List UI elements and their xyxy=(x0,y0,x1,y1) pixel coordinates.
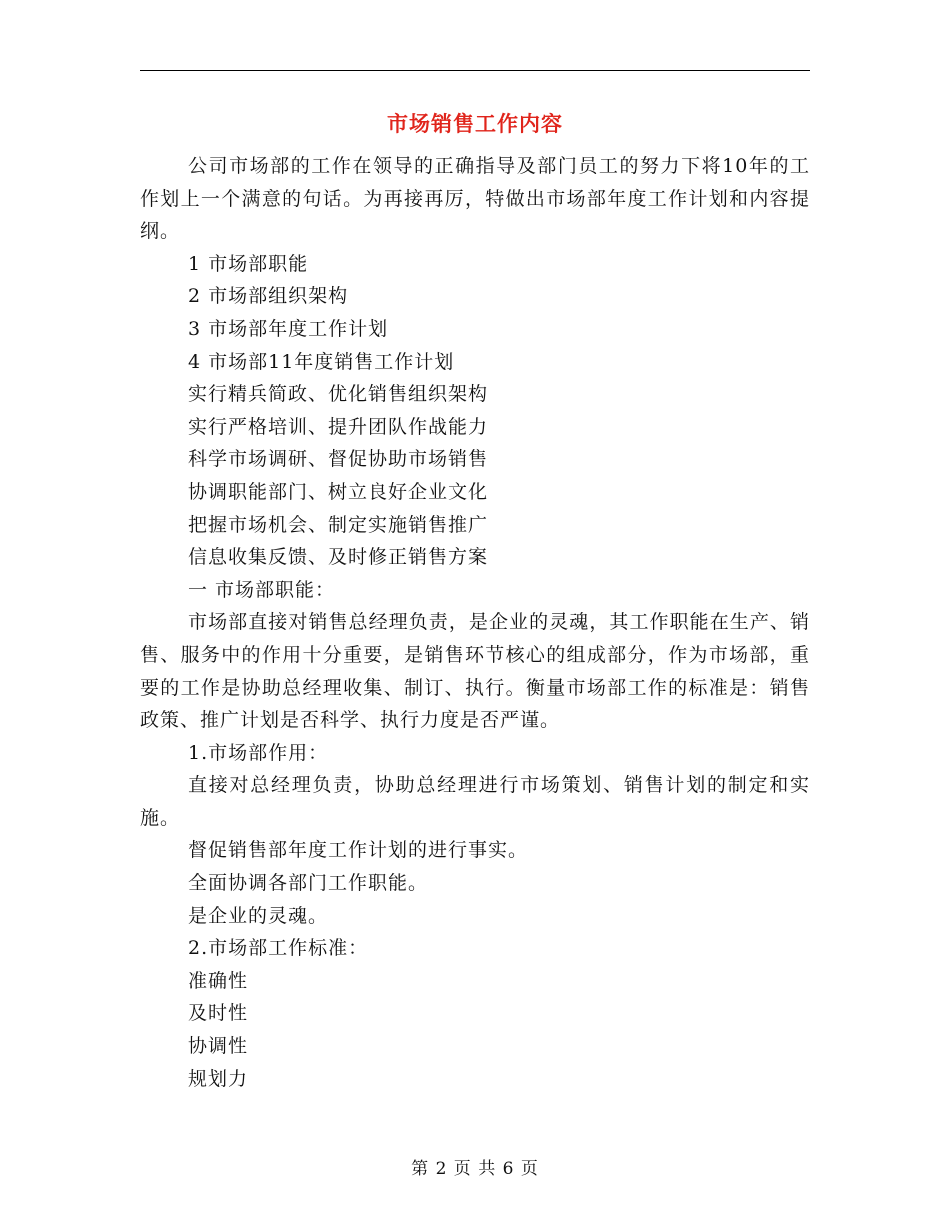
subsection-line: 督促销售部年度工作计划的进行事实。 xyxy=(188,839,529,862)
intro-paragraph: 公司市场部的工作在领导的正确指导及部门员工的努力下将10年的工作划上一个满意的句话。为再接再厉，特做出市场部年度工作计划和内容提纲。 xyxy=(140,155,810,243)
plan-item: 科学市场调研、督促协助市场销售 xyxy=(188,448,489,471)
plan-item: 信息收集反馈、及时修正销售方案 xyxy=(188,546,489,569)
subsection-paragraph: 直接对总经理负责，协助总经理进行市场策划、销售计划的制定和实施。 xyxy=(140,774,810,829)
section-heading: 一 市场部职能： xyxy=(188,578,336,601)
plan-item: 实行精兵简政、优化销售组织架构 xyxy=(188,383,489,406)
section-paragraph: 市场部直接对销售总经理负责，是企业的灵魂，其工作职能在生产、销售、服务中的作用十分重要，是销售环节核心的组成部分，作为市场部，重要的工作是协助总经理收集、制订、执行。衡量市场部工作的标准是：销售政策、推广计划是否科学、执行力度是否严谨。 xyxy=(140,611,810,732)
document-body xyxy=(140,150,810,1095)
outline-item-2: 2 市场部组织架构 xyxy=(188,285,349,308)
outline-item-4: 4 市场部11年度销售工作计划 xyxy=(188,350,455,373)
header-rule xyxy=(140,70,810,71)
plan-item: 把握市场机会、制定实施销售推广 xyxy=(188,513,489,536)
outline-item-1: 1 市场部职能 xyxy=(188,252,309,275)
plan-item: 实行严格培训、提升团队作战能力 xyxy=(188,415,489,438)
standard-item: 准确性 xyxy=(188,969,249,992)
subsection-heading: 2.市场部工作标准： xyxy=(188,937,369,960)
subsection-line: 是企业的灵魂。 xyxy=(188,904,329,927)
subsection-line: 全面协调各部门工作职能。 xyxy=(188,872,429,895)
outline-item-3: 3 市场部年度工作计划 xyxy=(188,317,389,340)
page-number: 第 2 页 共 6 页 xyxy=(411,1159,539,1179)
standard-item: 及时性 xyxy=(188,1002,249,1025)
standard-item: 规划力 xyxy=(188,1067,249,1090)
plan-item: 协调职能部门、树立良好企业文化 xyxy=(188,480,489,503)
subsection-heading: 1.市场部作用： xyxy=(188,741,329,764)
document-title: 市场销售工作内容 xyxy=(387,111,563,136)
standard-item: 协调性 xyxy=(188,1035,249,1058)
